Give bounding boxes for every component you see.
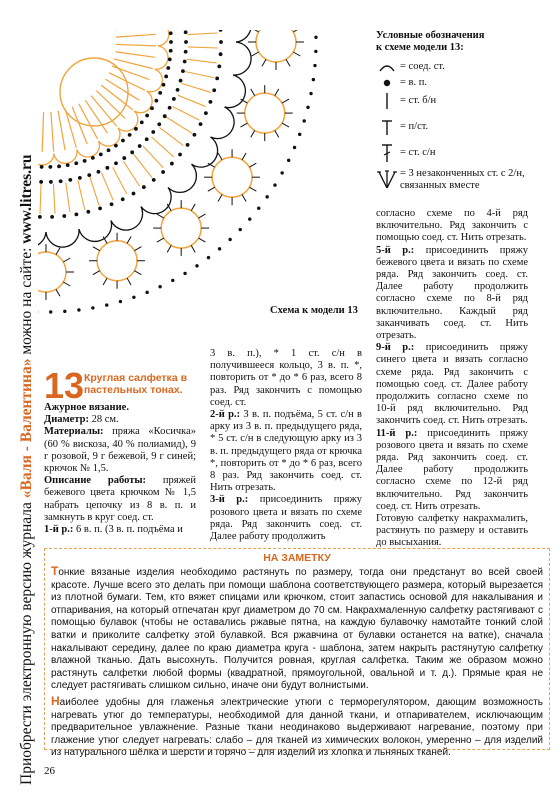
stitch-mark [187,59,217,63]
stitch-mark [159,127,183,145]
chain-dot [48,165,52,169]
chain-arc [233,42,251,75]
tip-box [44,548,550,759]
chain-dot [193,133,197,137]
row-label: 1-й р.: [44,524,74,536]
chain-dot [239,228,242,231]
stitch-mark [152,137,174,157]
stitch-mark [42,112,43,152]
chain-dot [314,50,317,53]
chain-dot [219,40,223,44]
stitch-mark [218,195,222,202]
legend-row-dc [376,142,435,164]
chain-dot [157,122,161,126]
stitch-mark [275,130,279,137]
row-label: 9-й р.: [376,342,415,354]
stitch-mark [65,109,76,147]
stitch-mark [218,153,222,160]
chain-dot [215,76,219,80]
chain-dot [207,256,210,259]
chain-arc [156,30,169,46]
chain-dot [98,207,102,211]
chain-dot [138,144,142,148]
chain-dot [170,162,174,166]
stitch-mark [51,112,54,152]
stitch-mark [113,167,127,193]
legend-label: = 3 незаконченных ст. с 2/н, связанных вместе [400,168,525,191]
chain-arc [134,91,152,113]
legend-title: Условные обозначения [376,30,485,41]
row-label: 2-й р.: [210,409,241,421]
chain-dot [74,212,78,216]
stitch-mark [93,271,100,275]
chain-dot [265,195,268,198]
legend-label: = соед. ст. [400,61,445,72]
chain-dot [158,91,162,95]
chain-arc [225,75,246,108]
stitch-mark [78,180,85,209]
chain-arc [192,137,218,167]
cluster-icon [376,168,398,190]
stitch-mark [262,59,266,66]
center-ring [60,58,128,126]
stitch-mark [167,245,171,252]
chain-dot [186,143,190,147]
para-text: 3 в. п.), * 1 ст. с/н в получившееся кольцо, 3 в. п. *, повторить от * до * 6 раз, всего 8 раз. Ряд закончить с помощью соед. ст. [210,348,362,408]
chain-dot [74,161,78,165]
para-text: 6 в. п. (3 в. п. подъёма и [73,524,183,536]
chain-dot [110,202,114,206]
stitch-mark [134,247,141,251]
text-column-1 [44,402,196,536]
stitch-mark [63,258,70,262]
chain-dot [78,176,82,180]
stitch-mark [63,282,70,286]
chain-dot [168,57,172,61]
petal [256,30,296,62]
chain-arc [147,69,163,92]
chain-dot [257,207,260,210]
stitch-mark [105,79,139,100]
chain-dot [248,217,251,220]
chain-dot [199,122,203,126]
stitch-mark [166,117,191,133]
drop-cap: Н [51,693,60,708]
chain-dot [163,114,167,118]
chain-dot [38,215,42,219]
chain-dot [184,50,188,54]
stitch-mark [252,52,259,56]
para-text: присоединить пряжу розового цвета и вязать по схеме ряда. Ряд закончить соед. ст. Далее работу продолжить [210,494,362,543]
legend-label: = ст. б/н [400,95,437,106]
stitch-mark [252,30,259,32]
legend-label: = п/ст. [400,121,429,132]
page-number: 26 [44,765,55,777]
chain-arc [168,164,196,192]
stitch-mark [191,204,195,211]
para-text: согласно схеме по 4-й ряд включительно. Ряд закончить с помощью соед. ст. Нить отрезать. [376,208,528,244]
para-heading: Диаметр: [44,414,89,426]
chain-dot [145,291,148,294]
chain-dot [132,296,135,299]
chain-dot [39,180,43,184]
legend-row-hdc [376,116,428,138]
chain-dot [217,64,221,68]
chain-dot [130,150,134,154]
stitch-mark [157,214,164,218]
stitch-mark [240,123,247,127]
stitch-mark [199,214,206,218]
stitch-mark [188,33,218,35]
chain-dot [99,152,103,156]
chain-dot [184,30,188,34]
chain-dot [184,40,188,44]
chain-arc [155,46,168,69]
chain-dot [132,192,136,196]
stitch-mark [182,84,211,93]
para-text: пряжа «Косичка» (60 % вискоза, 40 % полиамид), 9 г розовой, 9 г бежевой, 9 г синей; крючок № 1,5. [44,426,196,475]
model-number: 13 [44,365,85,406]
drop-cap: Т [51,564,59,578]
chain-dot [121,197,125,201]
para-text: присоединить пряжу розового цвета и вязать по схеме ряда. Ряд закончить соед. ст. Далее работу продолжить согласно схеме по 12-й ряд включительно. Ряд закончить соед. ст. Нить отрезать. [376,427,528,512]
chain-dot [280,171,283,174]
stitch-mark [79,104,98,139]
stitch-mark [116,34,156,37]
chain-dot [209,100,213,104]
chain-dot [176,88,180,92]
stitch-mark [116,44,156,45]
para-heading: Описание работы: [44,475,147,487]
chain-dot [77,308,80,311]
chain-arc [38,229,46,247]
text-column-3 [376,208,528,550]
stitch-mark [93,247,100,251]
tip-paragraph: онкие вязаные изделия необходимо растянуть по размеру, тогда они предстанут во всей своей красоте. Лучше всего это делать при помощи шаблона соответствующего размера, который вырезается из плотной бумаги. Тем, кто вяжет спицами или крючком, стоит запастись основой для накалывания и отпаривания, на который отпечатан круг диаметром до 70 см. Накрахмаленную салфетку растягивают с помощью булавок (чтобы не оставались ржавые пятна, на каждую булавочку намотайте тонкий слой ватки и приколите салфетку этой булавкой. Вся ржавчина от булавки останется на ватке), сначала накалывают середину, далее по краю диаметра круга - шаблона, затем накрыть растянутую салфетку влажной тканью. Дать высохнуть. Получится ровная, круглая салфетка. Таким же образом можно растянуть салфетки любой формы (квадратной, прямоугольной, овальной и т. д.). Прямые края не следует растягивать слишком сильно, иначе они будут волнистыми. [51,567,543,692]
chain-dot [49,310,52,313]
chain-dot [142,185,146,189]
chain-dot [179,79,183,83]
chain-arc [54,150,77,164]
chain-dot [162,83,166,87]
stitch-mark [275,89,279,96]
chain-dot [172,97,176,101]
stitch-mark [208,187,215,191]
chain-dot [312,78,315,81]
journal-name: «Валя - Валентина» [18,358,35,499]
chain-dot [303,119,306,122]
stitch-mark [56,248,60,255]
chain-dot [63,310,66,313]
chain-dot [140,120,144,124]
chain-dot [195,264,198,267]
stitch-mark [293,30,300,32]
chain-dot [204,111,208,115]
chain-dot [158,285,161,288]
stitch-mark [251,130,255,137]
chain-dot [128,133,132,137]
stitch-mark [96,91,125,119]
stitch-mark [282,99,289,103]
chain-dot [49,180,53,184]
tip-body [51,565,543,762]
chain-dot [309,92,312,95]
chain-dot [171,279,174,282]
chain-dot [91,306,94,309]
chain-arc [141,188,171,214]
chain-dot [40,165,44,169]
stitch-mark [91,96,117,127]
chain-dot [151,130,155,134]
chain-dot [87,173,91,177]
chain-dot [287,159,290,162]
site-url[interactable]: www.litres.ru [18,154,35,244]
chain-dot [57,164,61,168]
model-title: Круглая салфетка в пастельных тонах. [84,372,188,396]
chain-arc [111,207,143,231]
chain-arc [77,141,100,157]
para-text: пряжей бежевого цвета крючком № 1,5 набрать цепочку из 8 в. п. и замкнуть в круг соед. ст. [44,475,196,523]
stitch-mark [249,187,256,191]
chain-dot [313,64,316,67]
stitch-mark [178,95,206,106]
para-text: Готовую салфетку накрахмалить, растянуть по размеру и оставить до высыхания. [376,513,528,549]
stitch-mark [286,59,290,66]
stitch-mark [157,238,164,242]
chain-dot [107,148,111,152]
stitch-mark [114,59,153,69]
legend-label: = ст. с/н [400,147,436,158]
chain-dot [161,170,165,174]
chain-dot [114,144,118,148]
chain-dot [97,170,101,174]
tip-title: НА ЗАМЕТКУ [263,552,331,564]
chain-arc [211,107,235,139]
stitch-mark [90,177,99,206]
stitch-mark [40,184,41,214]
chain-dot [273,183,276,186]
text-column-2 [210,348,362,543]
chain-dot [166,66,170,70]
petal [38,252,66,292]
para-heading: Материалы: [44,426,104,438]
chain-dot [134,127,138,131]
legend-subtitle: к схеме модели 13: [376,42,464,53]
chain-dot [121,139,125,143]
double-crochet-icon [380,142,394,164]
chain-dot [91,156,95,160]
stitch-mark [242,153,246,160]
chain-dot [314,36,317,39]
para-text: 28 см. [88,414,119,426]
chain-arc [233,30,251,42]
half-double-icon [380,117,394,137]
chain-dot [169,40,173,44]
chain-dot [86,210,90,214]
stitch-mark [191,245,195,252]
chain-dot [66,163,70,167]
chain-dot [169,49,173,53]
chain-dot [114,161,118,165]
legend-row-cluster [376,168,540,192]
stitch-mark [242,195,246,202]
stitch-mark [56,289,60,296]
para-text: 3 в. п. подъёма, 5 ст. с/н в арку из 3 в. п. предыдущего ряда, * 5 ст. с/н в следующую арку из 3 в. п. предыдущего ряда от крючка *, повторить от * до * 6 раз, всего 8 раз. Ряд закончить соед. ст. Нить отрезать. [210,409,362,494]
chain-dot [219,30,223,32]
chain-dot [169,31,173,35]
stitch-mark [103,278,107,285]
chain-dot [145,114,149,118]
stitch-mark [127,236,131,243]
legend-row-sc [376,90,436,112]
stitch-mark [185,72,214,78]
tip-paragraph: аиболее удобны для глаженья электрические утюги с терморегулятором, дающим возможность нагревать утюг до температуры, необходимой для данной ткани, и отпаривателем, исключающим предварительное увлажнение. Разные ткани неодинаково выдерживают нагревание, поэтому при глажение утюг следует нагревать: слабо – для тканей из химических волокон, умеренно – для изделий из натурального шёлка и шерсти и горячо – для изделий из хлопка и льняных тканей. [51,696,543,759]
chain-dot [105,303,108,306]
para-text: присоединить пряжу синего цвета и вязать согласно схеме ряда. Ряд закончить с помощью соед. ст. Далее работу продолжить согласно схеме по 10-й ряд включительно. Ряд закончить соед. ст. Нить отрезать. [376,342,528,427]
stitch-mark [101,173,113,201]
row-label: 5-й р.: [376,244,415,256]
legend-label: = в. п. [400,77,427,88]
scheme-caption: Схема к модели 13 [270,305,358,316]
stitch-mark [199,238,206,242]
stitch-mark [85,100,107,133]
dot-icon [382,78,392,88]
chain-dot [59,179,63,183]
chain-dot [181,69,185,73]
stitch-mark [58,111,65,150]
chain-dot [293,146,296,149]
stitch-mark [282,123,289,127]
chain-dot [168,106,172,110]
chain-dot [62,214,66,218]
stitch-mark [53,184,55,214]
single-crochet-icon [381,91,393,111]
chain-arc [79,221,112,242]
side-text-part2: можно на сайте: [18,243,35,359]
chain-dot [183,272,186,275]
chain-dot [145,137,149,141]
chain-dot [50,215,54,219]
stitch-mark [251,89,255,96]
chain-arc [99,128,120,146]
stitch-mark [173,106,200,120]
chain-dot [164,75,168,79]
chain-dot [218,247,221,250]
chain-arc [46,229,79,247]
chain-dot [178,153,182,157]
chain-dot [228,238,231,241]
chain-dot [298,133,301,136]
side-banner-text [18,154,36,785]
stitch-mark [123,161,139,186]
stitch-mark [249,163,256,167]
side-text-part1: Приобрести электронную версию журнала [18,498,35,785]
chain-dot [83,159,87,163]
stitch-mark [134,271,141,275]
side-banner [0,0,36,800]
chain-arc [38,153,54,165]
row-label: 3-й р.: [210,494,249,506]
stitch-mark [188,47,218,48]
chain-dot [105,166,109,170]
chain-dot [150,106,154,110]
chain-dot [219,52,223,56]
petal [97,241,137,281]
legend [376,30,546,191]
petal [161,208,201,248]
chain-dot [122,156,126,160]
para-heading: Ажурное вязание. [44,402,129,413]
row-label: 11-й р.: [376,427,418,439]
chain-dot [306,106,309,109]
chain-dot [212,88,216,92]
petal [212,157,252,197]
chain-dot [152,178,156,182]
stitch-mark [133,154,151,178]
stitch-mark [293,52,300,56]
petal [245,93,285,133]
stitch-mark [66,183,70,213]
chain-dot [183,60,187,64]
stitch-mark [143,146,163,168]
stitch-mark [115,52,155,58]
chain-dot [119,300,122,303]
para-text: присоединить пряжу бежевого цвета и вязать по схеме ряда. Ряд закончить соед. ст. Далее работу продолжить согласно схеме по 8-й ряд включительно. Каждый ряд заканчивать соед. ст. Нить отрезать. [376,244,528,342]
stitch-mark [127,278,131,285]
chain-dot [68,178,72,182]
chain-dot [154,99,158,103]
